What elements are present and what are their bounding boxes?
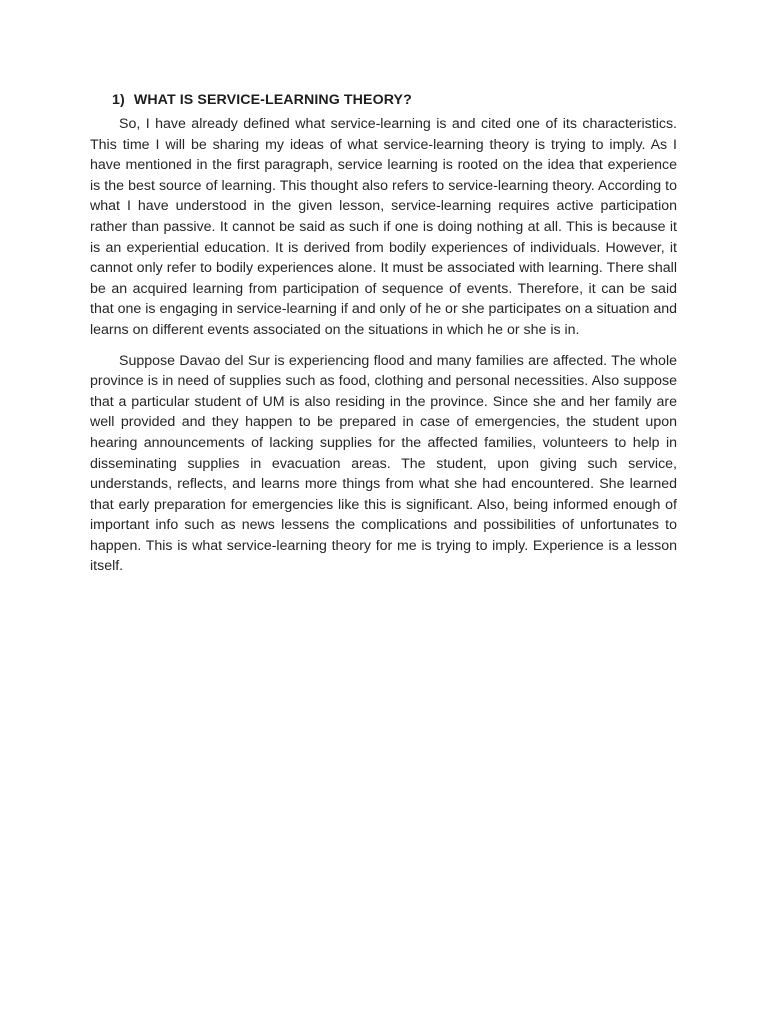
paragraph-1: So, I have already defined what service-learning is and cited one of its characteristics. This time I will be sharing my ideas of what service-learning theory is trying to imply. As I have mentioned in the first paragraph, service learning is rooted on the idea that experience is the best source of learning. This thought also refers to service-learning theory. According to what I have understood in the given lesson, service-learning requires active participation rather than passive. It cannot be said as such if one is doing nothing at all. This is because it is an experiential education. It is derived from bodily experiences of individuals. However, it cannot only refer to bodily experiences alone. It must be associated with learning. There shall be an acquired learning from participation of sequence of events. Therefore, it can be said that one is engaging in service-learning if and only of he or she participates on a situation and learns on different events associated on the situations in which he or she is in. (90, 116, 677, 338)
paragraph-2: Suppose Davao del Sur is experiencing flood and many families are affected. The whole province is in need of supplies such as food, clothing and personal necessities. Also suppose that a particular student of UM is also residing in the province. Since she and her family are well provided and they happen to be prepared in case of emergencies, the student upon hearing announcements of lacking supplies for the affected families, volunteers to help in disseminating supplies in evacuation areas. The student, upon giving such service, understands, reflects, and learns more things from what she had encountered. She learned that early preparation for emergencies like this is significant. Also, being informed enough of important info such as news lessens the complications and possibilities of unfortunates to happen. This is what service-learning theory for me is trying to imply. Experience is a lesson itself. (90, 352, 677, 575)
section-number: 1) (112, 92, 125, 108)
section-heading (112, 92, 677, 108)
section-title: WHAT IS SERVICE-LEARNING THEORY? (133, 92, 412, 108)
document-body (90, 92, 677, 587)
